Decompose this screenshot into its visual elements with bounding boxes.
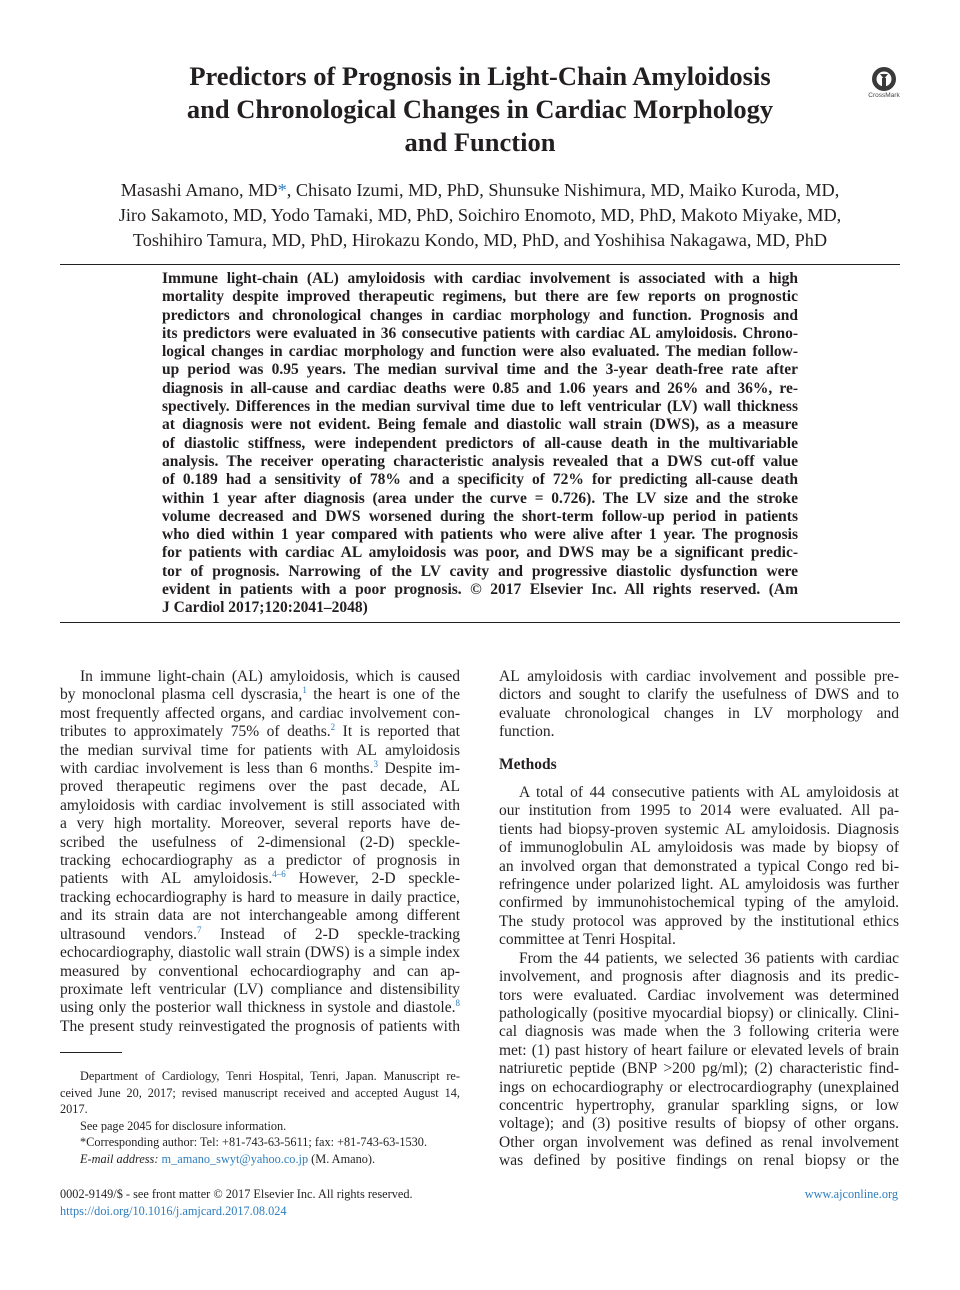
corresponding-author-mark[interactable]: * <box>277 180 287 200</box>
footnote-rule <box>60 1052 122 1053</box>
body-line: voltage); and (3) positive results of biopsy of other organs. <box>499 1115 899 1133</box>
issn-copyright: 0002-9149/$ - see front matter © 2017 Elsevier Inc. All rights reserved. <box>60 1187 413 1201</box>
abstract-line: at diagnosis were not evident. Being female and diastolic wall strain (DWS), as a measure <box>162 416 798 434</box>
body-line: evaluate chronological changes in LV morphology and <box>499 704 899 722</box>
body-line: committee at Tenri Hospital. <box>499 931 676 949</box>
section-heading-methods: Methods <box>499 755 557 773</box>
body-line: amyloidosis with cardiac involvement is still associated with <box>60 796 460 814</box>
body-line: tracking echocardiography is hard to measure in daily practice, <box>60 888 460 906</box>
body-line: tracking echocardiography as a predictor of prognosis in <box>60 852 460 870</box>
reference-link[interactable]: 3 <box>373 759 378 770</box>
corresponding-author-note: *Corresponding author: Tel: +81-743-63-5611; fax: +81-743-63-1530. <box>80 1135 428 1149</box>
abstract-line: of 0.189 had a sensitivity of 78% and a specificity of 72% for predicting all-cause death <box>162 471 798 489</box>
abstract <box>162 270 798 618</box>
body-line: In immune light-chain (AL) amyloidosis, which is caused <box>80 668 460 685</box>
body-line: involvement, and prognosis after diagnosis and its predic- <box>499 968 899 986</box>
crossmark-badge[interactable] <box>865 66 903 100</box>
body-left-column <box>60 668 460 1036</box>
body-line: our institution from 1995 to 2014 were evaluated. All pa- <box>499 802 899 820</box>
author-line-1-rest: , Chisato Izumi, MD, PhD, Shunsuke Nishimura, MD, Maiko Kuroda, MD, <box>286 180 840 200</box>
reference-link[interactable]: 2 <box>330 722 336 733</box>
email-link[interactable]: m_amano_swyt@yahoo.co.jp <box>161 1151 309 1166</box>
body-line: AL amyloidosis with cardiac involvement and possible pre- <box>499 668 899 685</box>
crossmark-icon <box>871 66 897 92</box>
abstract-line: mortality despite improved therapeutic regimens, but there are few reports on prognostic <box>162 288 798 306</box>
footnote-line: 2017. <box>60 1102 88 1116</box>
abstract-line: analysis. The receiver operating characteristic analysis revealed that a DWS cut-off value <box>162 452 798 470</box>
body-line: ultrasound vendors.$^7$ Instead of 2-D speckle-tracking <box>60 924 460 943</box>
body-line: pathologically (positive myocardial biopsy) or clinically. Clini- <box>499 1004 899 1022</box>
body-line: tients had biopsy-proven systemic AL amyloidosis. Diagnosis <box>499 820 899 838</box>
abstract-line: who died within 1 year compared with patients who were alive after 1 year. The prognosis <box>162 526 798 544</box>
abstract-line: evident in patients with a poor prognosis. © 2017 Elsevier Inc. All rights reserved. (Am <box>162 581 798 599</box>
author-line-2: Jiro Sakamoto, MD, Yodo Tamaki, MD, PhD, Soichiro Enomoto, MD, PhD, Makoto Miyake, MD, <box>118 205 842 225</box>
abstract-top-rule <box>60 264 900 265</box>
body-line: cal diagnosis was made when the 3 following criteria were <box>499 1023 899 1041</box>
body-line: most frequently affected organs, and cardiac involvement con- <box>60 704 460 722</box>
abstract-line: up period was 0.95 years. The median survival time and the 3-year death-free rate after <box>162 361 798 379</box>
body-line: met: (1) past history of heart failure or elevated levels of brain <box>499 1041 899 1059</box>
author-list <box>60 178 900 253</box>
reference-link[interactable]: 7 <box>196 924 202 935</box>
disclosure-note: See page 2045 for disclosure information. <box>80 1118 287 1133</box>
body-line: natriuretic peptide (BNP >200 pg/ml); (2) characteristic find- <box>499 1060 899 1078</box>
body-line: an involved organ that demonstrated a typical Congo red bi- <box>499 857 899 875</box>
footnote-line: ceived June 20, 2017; revised manuscript received and accepted August 14, <box>60 1085 460 1100</box>
body-line: From the 44 patients, we selected 36 patients with cardiac <box>519 949 899 967</box>
abstract-line: for patients with cardiac AL amyloidosis was poor, and DWS may be a significant predic- <box>162 544 798 562</box>
body-line: the median survival time for patients with AL amyloidosis <box>60 741 460 759</box>
body-right-column <box>499 668 899 1171</box>
abstract-line: spectively. Differences in the median survival time due to left ventricular (LV) wall thickness <box>162 398 798 416</box>
reference-link[interactable]: 1 <box>302 685 307 696</box>
abstract-line: tor of prognosis. Narrowing of the LV cavity and progressive diastolic dysfunction were <box>162 562 798 580</box>
abstract-bottom-rule <box>60 622 900 623</box>
footer-left <box>60 1186 413 1220</box>
abstract-line: volume decreased and DWS worsened during the short-term follow-up period in patients <box>162 507 798 525</box>
body-line: proximate left ventricular (LV) compliance and distensibility <box>60 980 460 998</box>
body-line: echocardiography, diastolic wall strain (DWS) is a simple index <box>60 944 460 962</box>
author-first: Masashi Amano, MD <box>120 180 278 200</box>
title-line-2: and Chronological Changes in Cardiac Morphology <box>186 94 774 124</box>
body-line: measured by conventional echocardiography and can ap- <box>60 962 460 980</box>
reference-link[interactable]: 4–6 <box>272 869 286 880</box>
abstract-line: predictors and chronological changes in cardiac morphology and function. Prognosis and <box>162 306 798 324</box>
body-line: Other organ involvement was defined as renal involvement <box>499 1133 899 1151</box>
journal-website-link[interactable]: www.ajconline.org <box>804 1187 898 1201</box>
abstract-line: of diastolic stiffness, were independent predictors of all-cause death in the multivariable <box>162 434 798 452</box>
footnotes <box>60 1068 460 1167</box>
title-line-3: and Function <box>404 127 556 157</box>
body-line: patients with AL amyloidosis.$^{4-6}$ However, 2-D speckle- <box>60 869 461 888</box>
body-line: tors were evaluated. Cardiac involvement was determined <box>499 986 899 1004</box>
body-line: The present study reinvestigated the prognosis of patients with <box>60 1017 460 1035</box>
body-line: ings on echocardiography or electrocardiography (unexplained <box>499 1078 899 1096</box>
article-title <box>120 60 840 159</box>
body-line: tributes to approximately 75% of deaths.$^2$ It is reported that <box>60 722 460 741</box>
body-line: A total of 44 consecutive patients with AL amyloidosis at <box>519 784 899 802</box>
abstract-line: J Cardiol 2017;120:2041–2048) <box>162 599 368 617</box>
body-line: function. <box>499 723 555 741</box>
email-label: E-mail address: <box>80 1151 159 1166</box>
abstract-line: within 1 year after diagnosis (area under the curve = 0.726). The LV size and the stroke <box>162 489 798 507</box>
title-line-1: Predictors of Prognosis in Light-Chain Amyloidosis <box>189 61 771 91</box>
body-line: by monoclonal plasma cell dyscrasia,$^1$ the heart is one of the <box>60 685 460 704</box>
body-line: The study protocol was approved by the institutional ethics <box>499 912 899 930</box>
body-line: and its strain data are not interchangeable among different <box>60 907 460 925</box>
body-line: using only the posterior wall thickness in systole and diastole.$^8$ <box>60 998 460 1017</box>
author-line-3: Toshihiro Tamura, MD, PhD, Hirokazu Kondo, MD, PhD, and Yoshihisa Nakagawa, MD, PhD <box>132 230 828 250</box>
body-line: dictors and sought to clarify the usefulness of DWS and to <box>499 686 899 704</box>
body-line: with cardiac involvement is less than 6 months.$^3$ Despite im- <box>60 759 461 778</box>
body-line: proved therapeutic regimens over the past decade, AL <box>60 778 460 796</box>
abstract-line: Immune light-chain (AL) amyloidosis with cardiac involvement is associated with a high <box>162 270 798 287</box>
reference-link[interactable]: 8 <box>455 998 460 1009</box>
abstract-line: diagnosis in all-cause and cardiac deaths were 0.85 and 1.06 years and 26% and 36%, re- <box>162 379 798 397</box>
footnote-line: Department of Cardiology, Tenri Hospital, Tenri, Japan. Manuscript re- <box>80 1069 460 1083</box>
body-line: of immunoglobulin AL amyloidosis was made by biopsy of <box>499 839 899 857</box>
doi-link[interactable]: https://doi.org/10.1016/j.amjcard.2017.08.024 <box>60 1204 287 1218</box>
body-line: refringence under polarized light. AL amyloidosis was further <box>499 876 899 894</box>
abstract-line: logical changes in cardiac morphology and function were also evaluated. The median follow- <box>162 343 798 361</box>
author-line-1 <box>60 178 900 203</box>
body-line: confirmed by immunohistochemical typing of the amyloid. <box>499 894 899 912</box>
body-line: scribed the usefulness of 2-dimensional (2-D) speckle- <box>60 833 460 851</box>
abstract-line: its predictors were evaluated in 36 consecutive patients with cardiac AL amyloidosis. Chrono- <box>162 324 798 342</box>
email-note: E-mail address: m_amano_swyt@yahoo.co.jp (M. Amano). <box>80 1151 376 1166</box>
crossmark-label: CrossMark <box>868 92 900 99</box>
body-line: was defined by positive findings on renal biopsy or the <box>499 1152 899 1170</box>
body-line: concentric hypertrophy, granular sparkling signs, or low <box>499 1096 899 1114</box>
body-line: a very high mortality. Moreover, several reports have de- <box>60 815 460 833</box>
